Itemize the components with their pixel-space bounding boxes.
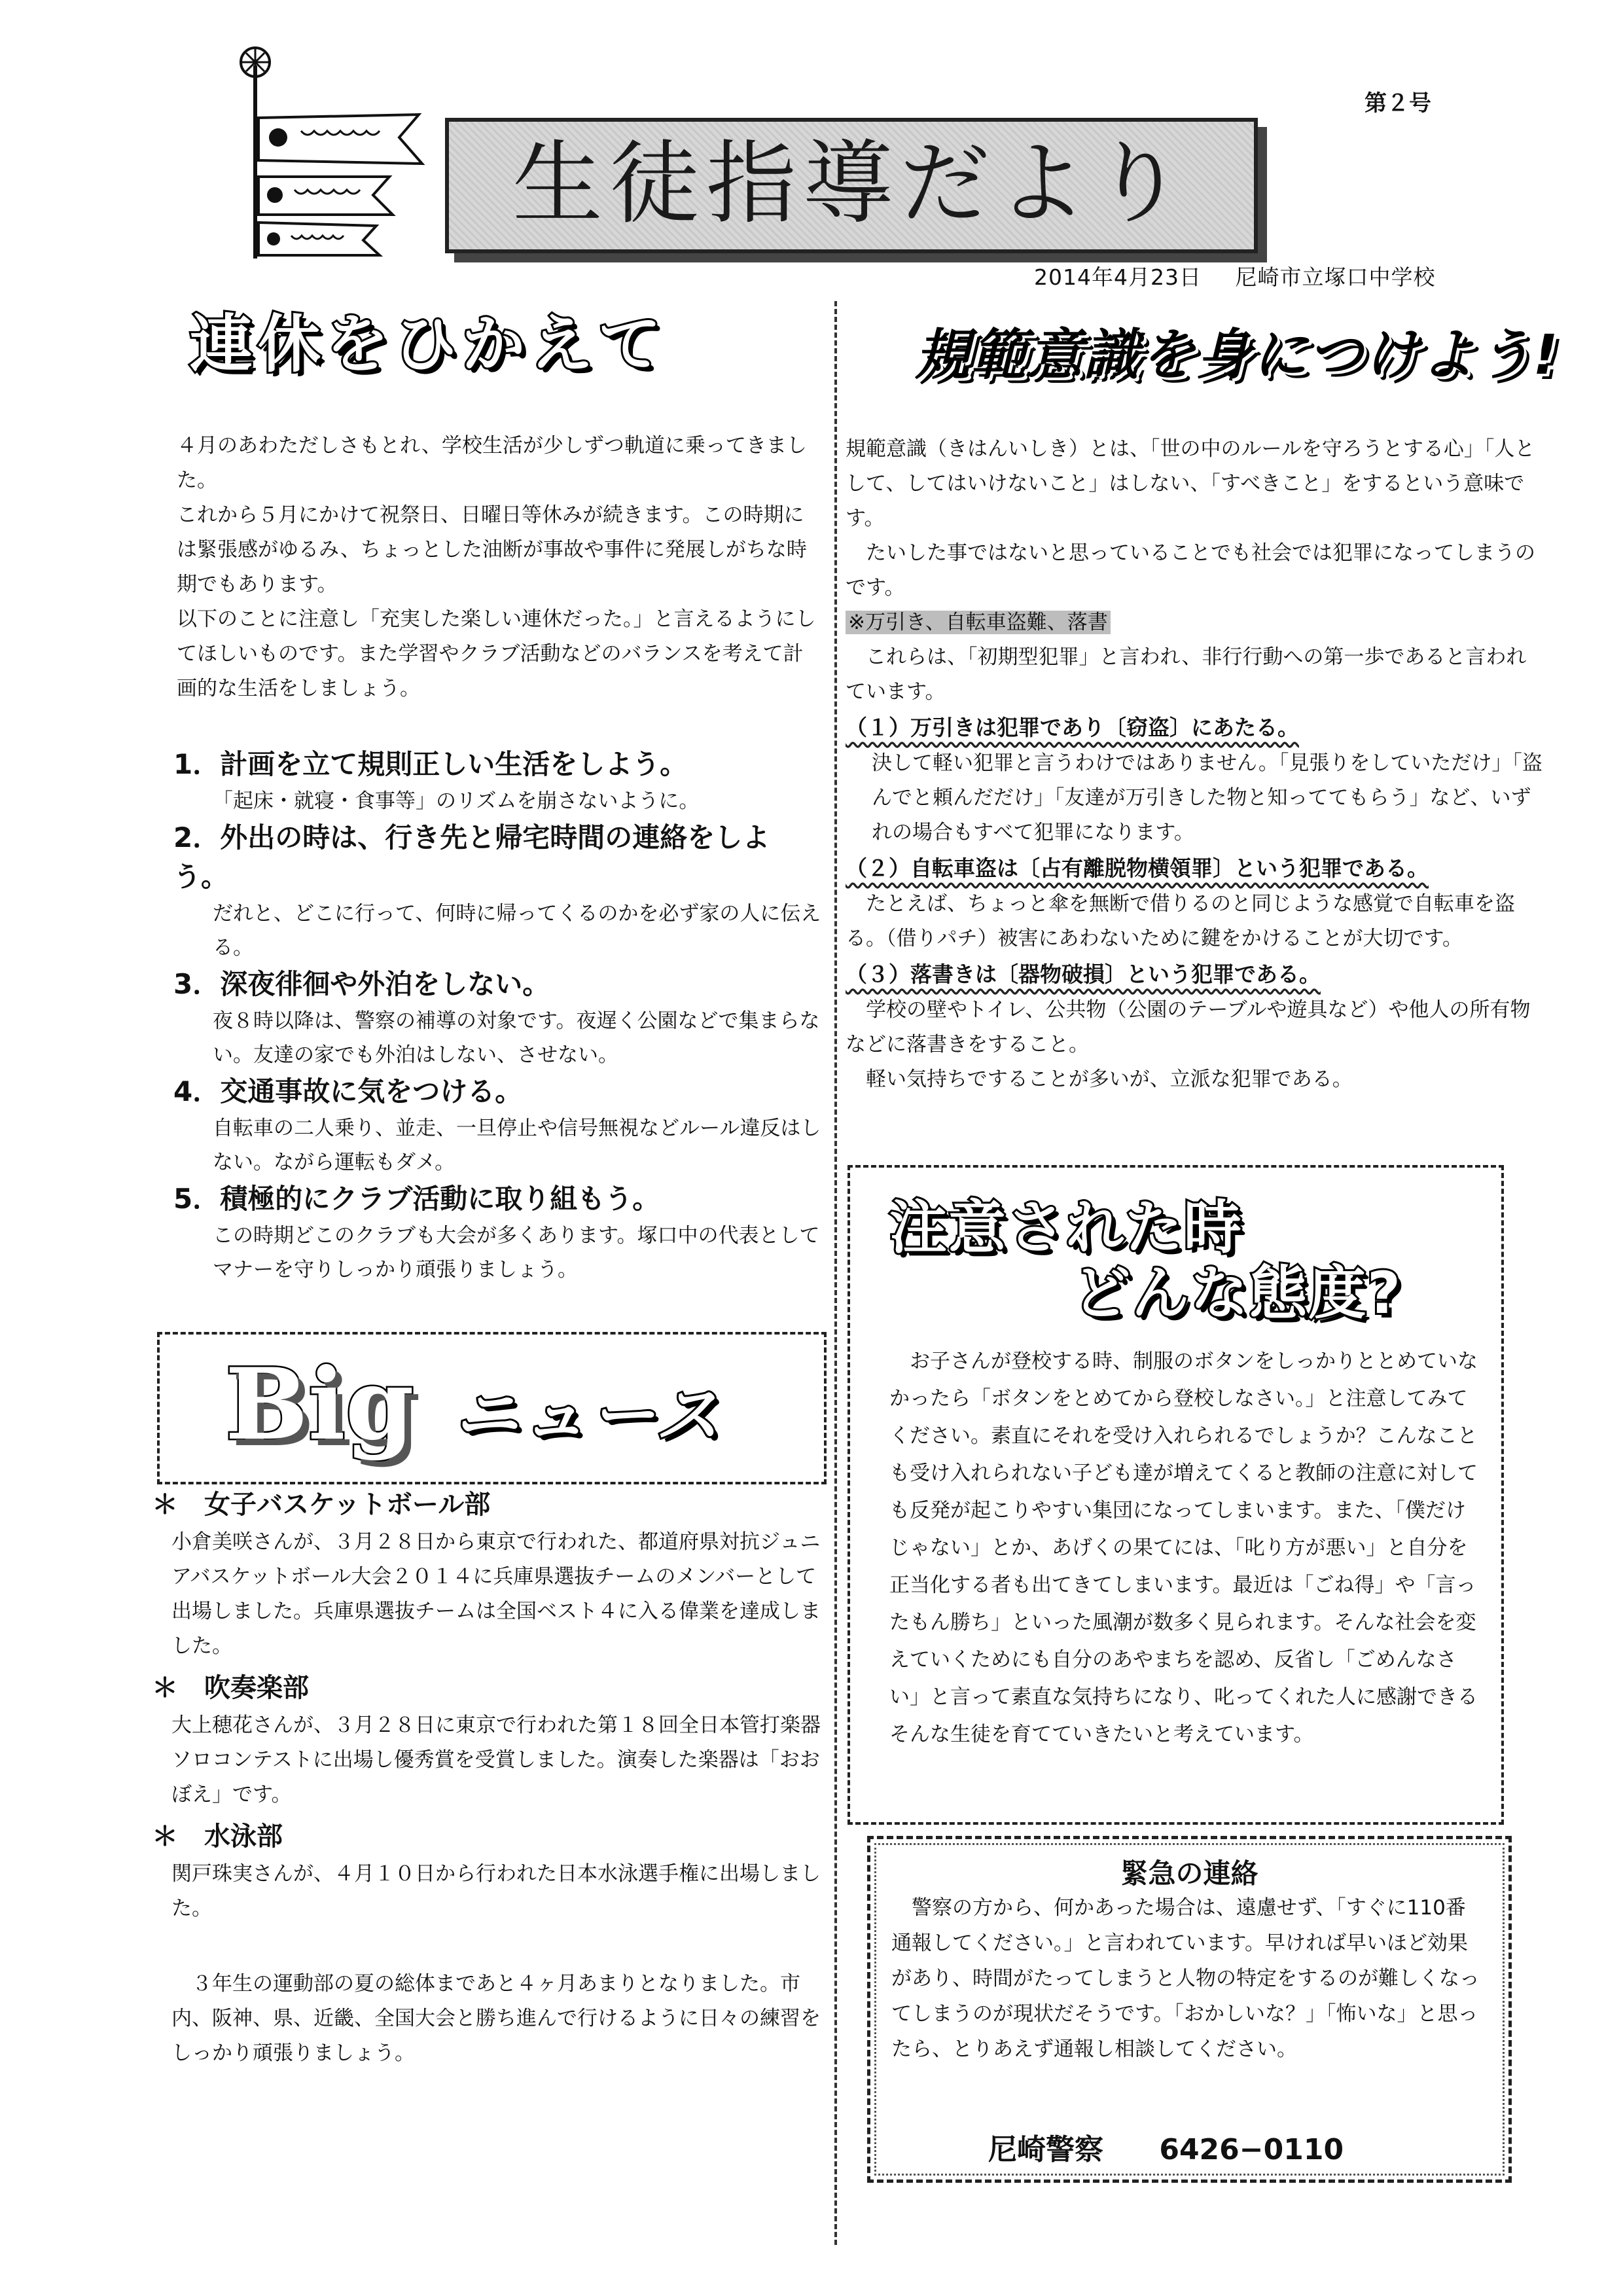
big-news-closing: ３年生の運動部の夏の総体まであと４ヶ月あまりとなりました。市内、阪神、県、近畿、全国大会と勝ち進んで行けるように日々の練習をしっかり頑張りましょう。 [171, 1972, 821, 2065]
chui-heading-line2: どんな態度? [1073, 1259, 1402, 1327]
club-name: ＊ 水泳部 [152, 1821, 283, 1852]
club-entry [152, 1668, 826, 1812]
renkyu-intro-1: ４月のあわただしさもとれ、学校生活が少しずつ軌道に乗ってきました。 [177, 434, 807, 492]
masthead-banner [445, 118, 1258, 253]
dateline [1034, 260, 1435, 291]
big-news-banner [157, 1332, 827, 1484]
chui-text: お子さんが登校する時、制服のボタンをしっかりととめていなかったら「ボタンをとめてから登校しなさい。」と注意してみてください。素直にそれを受け入れられるでしょうか？こんなことも受け入れられない子ども達が増えてくると教師の注意に対しても反発が起こりやすい集団になってしまいます。また、「僕だけじゃない」とか、あげくの果てには、「叱り方が悪い」と自分を正当化する者も出てきてしまいます。最近は「ごね得」や「言ったもん勝ち」といった風潮が数多く見られます。そんな社会を変えていくためにも自分のあやまちを認め、反省し「ごめんなさい」と言って素直な気持ちになり、叱ってくれた人に感謝できるそんな生徒を育てていきたいと考えています。 [889, 1350, 1478, 1746]
list-item [173, 1179, 821, 1287]
kihan-section-head: （１）万引きは犯罪であり〔窃盗〕にあたる。 [846, 715, 1299, 740]
list-item-text: だれと、どこに行って、何時に帰ってくるのかを必ず家の人に伝える。 [213, 902, 821, 960]
club-entry [152, 1484, 826, 1664]
list-item-head: 5．積極的にクラブ活動に取り組もう。 [173, 1183, 660, 1215]
kihan-section-text: 学校の壁やトイレ、公共物（公園のテーブルや遊具など）や他人の所有物などに落書きをすること。 [846, 998, 1531, 1056]
kihan-content [846, 432, 1546, 1097]
list-item [173, 818, 821, 965]
koinobori-illustration [223, 39, 445, 262]
list-item-text: この時期どこのクラブも大会が多くあります。塚口中の代表としてマナーを守りしっかり頑張りましょう。 [213, 1224, 820, 1282]
chui-box [847, 1165, 1504, 1825]
renkyu-intro-2: これから５月にかけて祝祭日、日曜日等休みが続きます。この時期には緊張感がゆるみ、ちょっとした油断が事故や事件に発展しがちな時期でもあります。 [177, 503, 807, 596]
list-item-text: 自転車の二人乗り、並走、一旦停止や信号無視などルール違反はしない。ながら運転もダメ。 [213, 1117, 821, 1174]
police-station: 尼崎警察 [988, 2133, 1103, 2166]
club-name: ＊ 吹奏楽部 [152, 1673, 309, 1703]
club-text: 関戸珠実さんが、４月１０日から行われた日本水泳選手権に出場しました。 [171, 1862, 821, 1920]
list-item-head: 2．外出の時は、行き先と帰宅時間の連絡をしよう。 [173, 821, 770, 893]
kinkyu-heading: 緊急の連絡 [1120, 1857, 1258, 1890]
kinkyu-contact [988, 2126, 1344, 2168]
kihan-section-text: たとえば、ちょっと傘を無断で借りるのと同じような感覚で自転車を盗る。（借りパチ）被害にあわないために鍵をかけることが大切です。 [846, 892, 1515, 950]
list-item [173, 1072, 821, 1179]
chui-heading-line1: 注意された時 [889, 1194, 1243, 1261]
list-item-text: 「起床・就寝・食事等」のリズムを崩さないように。 [213, 789, 700, 813]
school-name: 尼崎市立塚口中学校 [1235, 264, 1436, 290]
kihan-heading: 規範意識を身につけよう! [915, 323, 1560, 387]
column-divider [834, 301, 837, 2245]
club-name: ＊ 女子バスケットボール部 [152, 1490, 491, 1520]
renkyu-intro-3: 以下のことに注意し「充実した楽しい連休だった。」と言えるようにしてほしいものです。また学習やクラブ活動などのバランスを考えて計画的な生活をしましょう。 [177, 607, 816, 700]
big-news-title-big: Big [225, 1347, 414, 1462]
kihan-section-text-2: 軽い気持ちですることが多いが、立派な犯罪である。 [866, 1067, 1353, 1091]
issue-number: 第２号 [1364, 90, 1431, 117]
list-item-head: 4．交通事故に気をつける。 [173, 1075, 523, 1107]
police-phone: 6426−0110 [1159, 2133, 1344, 2166]
renkyu-intro [151, 429, 821, 706]
club-entry [152, 1816, 826, 1926]
list-item [173, 745, 821, 818]
kihan-section-text: 決して軽い犯罪と言うわけではありません。「見張りをしていただけ」「盗んでと頼んだだけ」「友達が万引きした物と知っててもらう」など、いずれの場合もすべて犯罪になります。 [872, 751, 1543, 844]
list-item [173, 965, 821, 1072]
big-news-title-news: ニュース [454, 1378, 724, 1453]
newsletter-title: 生徒指導だより [512, 131, 1190, 236]
list-item-text: 夜８時以降は、警察の補導の対象です。夜遅く公園などで集まらない。友達の家でも外泊はしない、させない。 [213, 1009, 820, 1067]
big-news-content [152, 1484, 826, 2071]
renkyu-heading: 連休をひかえて [190, 308, 666, 381]
kinkyu-box [867, 1836, 1512, 2183]
list-item-head: 3．深夜徘徊や外泊をしない。 [173, 968, 550, 1000]
kihan-intro-1: 規範意識（きはんいしき）とは、「世の中のルールを守ろうとする心」「人として、してはいけないこと」はしない、「すべきこと」をするという意味です。 [846, 437, 1535, 530]
kihan-section-head: （３）落書きは〔器物破損〕という犯罪である。 [846, 961, 1321, 987]
kihan-intro-2: たいした事ではないと思っていることでも社会では犯罪になってしまうのです。 [846, 541, 1535, 600]
kihan-note [846, 605, 1546, 640]
kihan-section-head: （２）自転車盗は〔占有離脱物横領罪〕という犯罪である。 [846, 855, 1429, 881]
renkyu-list [173, 745, 821, 1287]
club-text: 大上穂花さんが、３月２８日に東京で行われた第１８回全日本管打楽器ソロコンテストに出場し優秀賞を受賞しました。演奏した楽器は「おおぼえ」です。 [171, 1713, 821, 1806]
list-item-head: 1．計画を立て規則正しい生活をしよう。 [173, 748, 688, 780]
publish-date: 2014年4月23日 [1034, 264, 1202, 290]
kihan-note-text: これらは、「初期型犯罪」と言われ、非行行動への第一歩であると言われています。 [846, 645, 1527, 704]
club-text: 小倉美咲さんが、３月２８日から東京で行われた、都道府県対抗ジュニアバスケットボール大会２０１４に兵庫県選抜チームのメンバーとして出場しました。兵庫県選抜チームは全国ベスト４に入る偉業を達成しました。 [171, 1530, 821, 1658]
kihan-note-label: ※万引き、自転車盗難、落書 [846, 611, 1111, 634]
kinkyu-text: 警察の方から、何かあった場合は、遠慮せず、「すぐに110番通報してください。」と言われています。早ければ早いほど効果があり、時間がたってしまうと人物の特定をするのが難しくなってしまうのが現状だそうです。「おかしいな？」「怖いな」と思ったら、とりあえず通報し相談してください。 [891, 1896, 1480, 2061]
